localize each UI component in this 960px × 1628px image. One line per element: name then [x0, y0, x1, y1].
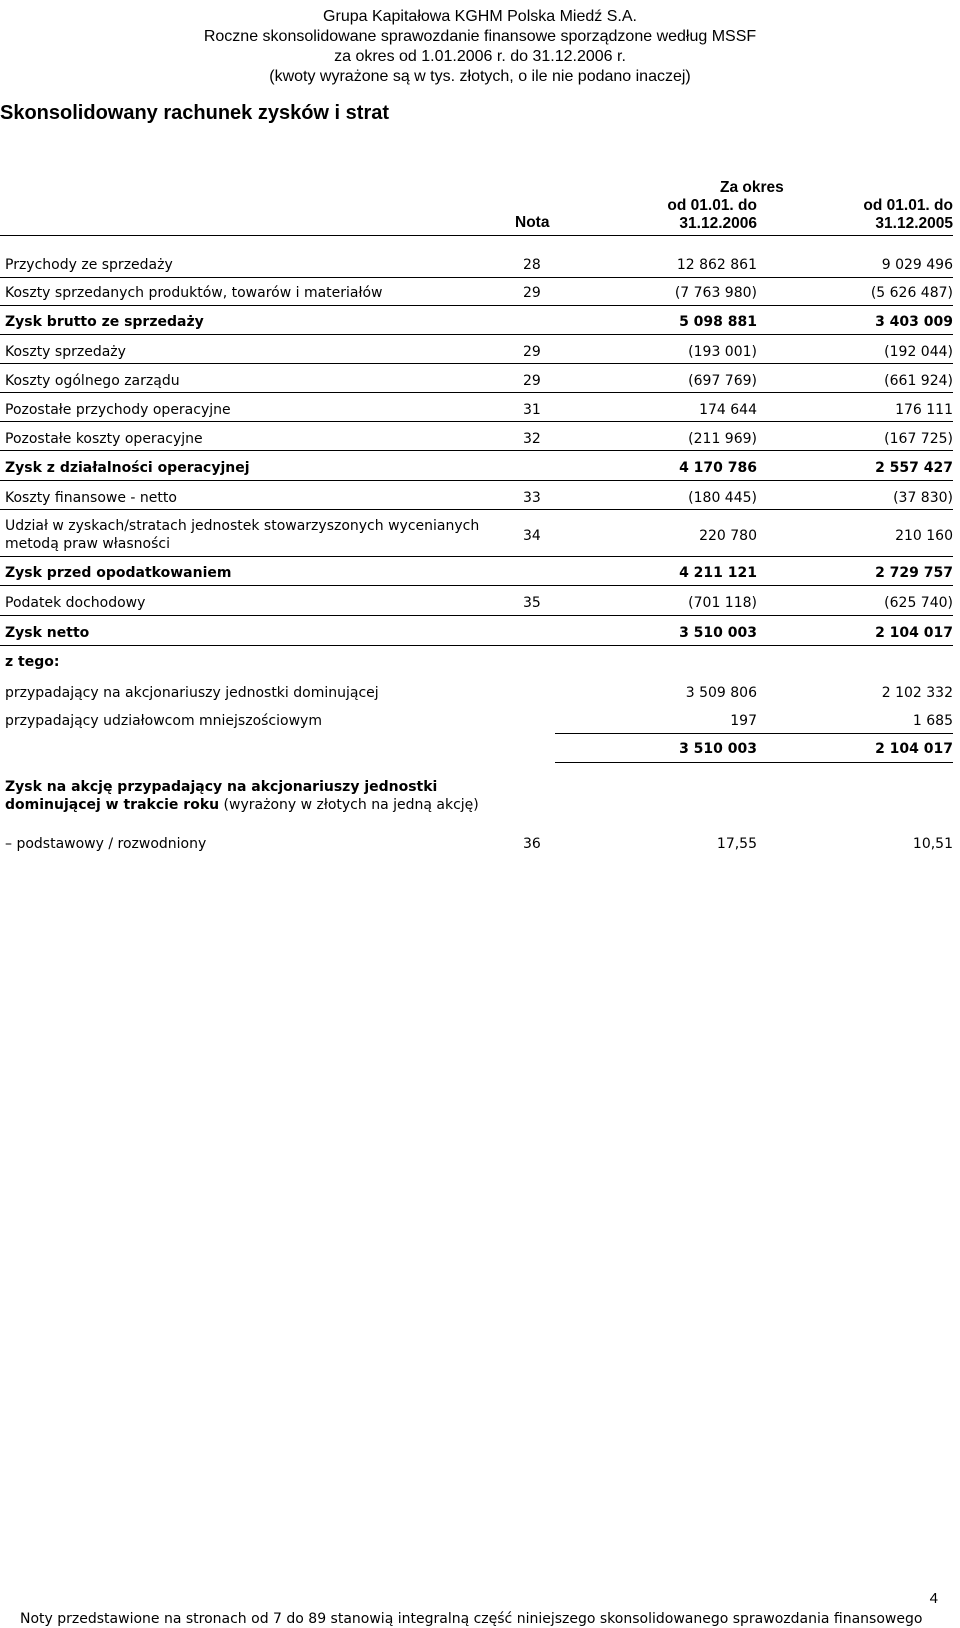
- value-2006: 4 211 121: [679, 565, 757, 581]
- value-2006: 174 644: [699, 402, 757, 418]
- value-2005: 2 729 757: [875, 565, 953, 581]
- value-2006: (193 001): [688, 344, 757, 360]
- value-2006: (211 969): [688, 431, 757, 447]
- value-2005: 210 160: [895, 528, 953, 544]
- value-2006: (697 769): [688, 373, 757, 389]
- row-rule: [0, 450, 953, 451]
- value-2005: 2 102 332: [881, 685, 953, 701]
- row-rule: [0, 585, 953, 586]
- statement-title: Skonsolidowany rachunek zysków i strat: [0, 102, 390, 124]
- value-2005: (192 044): [884, 344, 953, 360]
- nota-header: Nota: [515, 214, 550, 231]
- value-2006: 17,55: [716, 836, 757, 852]
- value-2005: (625 740): [884, 595, 953, 611]
- row-label: Pozostałe przychody operacyjne: [5, 402, 231, 418]
- row-label: Udział w zyskach/stratach jednostek stowarzyszonych wycenianych metodą praw własności: [5, 518, 480, 552]
- row-rule: [0, 334, 953, 335]
- value-2005: 10,51: [912, 836, 953, 852]
- row-label: Koszty finansowe - netto: [5, 490, 177, 506]
- row-rule: [0, 556, 953, 557]
- company-name: Grupa Kapitałowa KGHM Polska Miedź S.A.: [323, 8, 637, 25]
- row-label: Pozostałe koszty operacyjne: [5, 431, 203, 447]
- report-period: za okres od 1.01.2006 r. do 31.12.2006 r.: [334, 48, 626, 65]
- row-label: przypadający udziałowcom mniejszościowym: [5, 713, 322, 729]
- page-number: 4: [929, 1590, 938, 1607]
- row-note: 32: [523, 431, 541, 447]
- row-label: Podatek dochodowy: [5, 595, 146, 611]
- value-2005: 2 104 017: [875, 625, 953, 641]
- units-note: (kwoty wyrażone są w tys. złotych, o ile nie podano inaczej): [269, 68, 691, 85]
- value-2005: (5 626 487): [870, 285, 953, 301]
- col-2005-header: [863, 197, 953, 233]
- row-rule: [0, 421, 953, 422]
- row-label: Przychody ze sprzedaży: [5, 257, 173, 273]
- row-rule: [0, 509, 953, 510]
- row-label: Zysk brutto ze sprzedaży: [5, 314, 204, 330]
- header-rule: [0, 235, 953, 236]
- row-rule: [0, 277, 953, 278]
- value-2006: (701 118): [688, 595, 757, 611]
- eps-heading-bold: Zysk na akcję przypadający na akcjonariuszy jednostki dominującej w trakcie roku: [5, 779, 438, 813]
- col-2005-line1: od 01.01. do: [863, 197, 953, 214]
- value-2005: (37 830): [893, 490, 953, 506]
- row-note: 33: [523, 490, 541, 506]
- row-note: 36: [523, 836, 541, 852]
- value-2006: 5 098 881: [679, 314, 757, 330]
- value-2005: 176 111: [895, 402, 953, 418]
- row-rule: [0, 615, 953, 616]
- eps-heading-text: [5, 778, 525, 814]
- row-label: przypadający na akcjonariuszy jednostki dominującej: [5, 685, 379, 701]
- row-note: 35: [523, 595, 541, 611]
- sum-rule: [555, 762, 953, 763]
- row-rule: [0, 392, 953, 393]
- value-2005: 1 685: [912, 713, 953, 729]
- value-2006: 3 510 003: [679, 625, 757, 641]
- row-rule: [0, 480, 953, 481]
- period-label: Za okres: [720, 179, 784, 196]
- value-2006: 220 780: [699, 528, 757, 544]
- col-2006-line2: 31.12.2006: [679, 215, 757, 232]
- row-rule: [0, 305, 953, 306]
- row-note: 28: [523, 257, 541, 273]
- row-rule: [0, 363, 953, 364]
- eps-heading-normal: (wyrażony w złotych na jedną akcję): [219, 797, 479, 813]
- row-label: Koszty ogólnego zarządu: [5, 373, 180, 389]
- report-title: Roczne skonsolidowane sprawozdanie finansowe sporządzone według MSSF: [203, 28, 757, 45]
- value-2006: 4 170 786: [679, 460, 757, 476]
- row-note: 29: [523, 373, 541, 389]
- row-label: – podstawowy / rozwodniony: [5, 836, 207, 852]
- value-2006: 12 862 861: [676, 257, 757, 273]
- row-label: Zysk z działalności operacyjnej: [5, 460, 250, 476]
- value-2005: 2 557 427: [875, 460, 953, 476]
- row-note: 31: [523, 402, 541, 418]
- value-2006: 3 509 806: [685, 685, 757, 701]
- sum-rule: [555, 733, 953, 734]
- row-label: Zysk netto: [5, 625, 90, 641]
- value-2005: 3 403 009: [875, 314, 953, 330]
- of-which-label: z tego:: [5, 654, 60, 670]
- value-2006: (180 445): [688, 490, 757, 506]
- row-note: 29: [523, 344, 541, 360]
- row-rule: [0, 645, 953, 646]
- table-row: [0, 517, 960, 557]
- value-2006: (7 763 980): [674, 285, 757, 301]
- footer-note: Noty przedstawione na stronach od 7 do 89 stanowią integralną część niniejszego skonsolidowanego sprawozdania finansowego: [20, 1611, 923, 1627]
- value-2005: (167 725): [884, 431, 953, 447]
- value-2005: 9 029 496: [881, 257, 953, 273]
- row-note: 34: [523, 528, 541, 544]
- row-label: Koszty sprzedanych produktów, towarów i materiałów: [5, 285, 383, 301]
- value-2006: 197: [730, 713, 757, 729]
- row-label: Koszty sprzedaży: [5, 344, 126, 360]
- value-2005: 2 104 017: [875, 741, 953, 757]
- row-note: 29: [523, 285, 541, 301]
- col-2006-header: [667, 197, 757, 233]
- value-2005: (661 924): [884, 373, 953, 389]
- col-2006-line1: od 01.01. do: [667, 197, 757, 214]
- row-label: Zysk przed opodatkowaniem: [5, 565, 232, 581]
- value-2006: 3 510 003: [679, 741, 757, 757]
- col-2005-line2: 31.12.2005: [875, 215, 953, 232]
